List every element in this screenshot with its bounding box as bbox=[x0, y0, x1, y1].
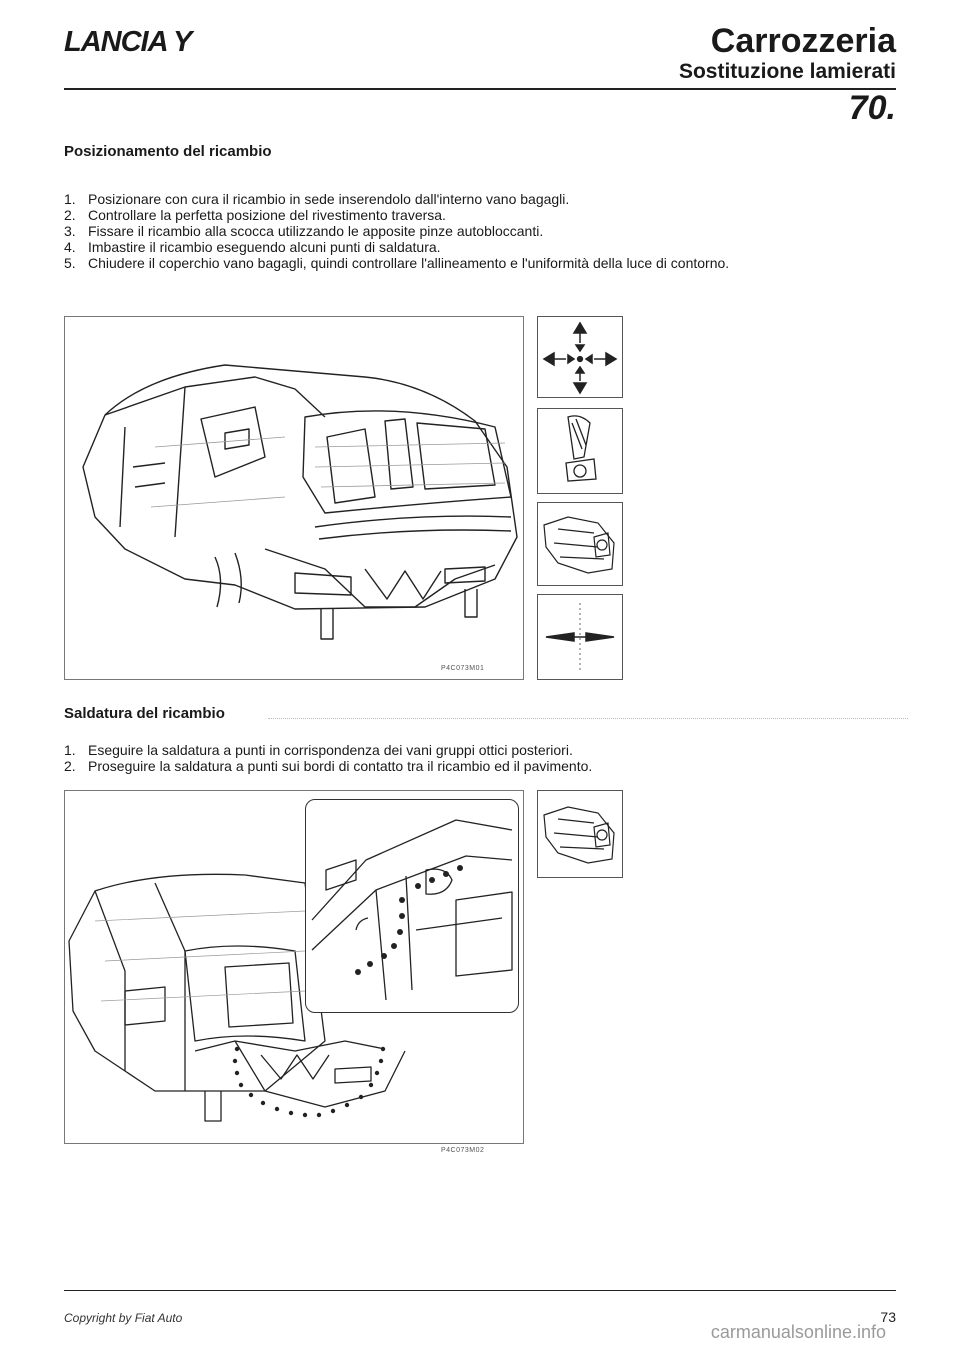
copyright-text: Copyright by Fiat Auto bbox=[64, 1311, 183, 1325]
section-subtitle: Sostituzione lamierati bbox=[678, 60, 896, 83]
car-body-figure-2 bbox=[64, 790, 524, 1154]
section-number: 70. bbox=[848, 89, 896, 127]
brand-title: LANCIA Y bbox=[64, 26, 192, 58]
steps-list-welding bbox=[64, 742, 900, 774]
welding-torch-icon bbox=[537, 502, 623, 586]
list-item: 1. Posizionare con cura il ricambio in sede inserendolo dall'interno vano bagagli. bbox=[64, 191, 570, 207]
weld-detail-inset bbox=[305, 799, 519, 1013]
clamp-pliers-icon bbox=[537, 408, 623, 494]
watermark-text: carmanualsonline.info bbox=[710, 1322, 886, 1342]
list-item: 1. Eseguire la saldatura a punti in corrispondenza dei vani gruppi ottici posteriori. bbox=[64, 742, 573, 758]
figure-code: P4C073M02 bbox=[441, 1147, 485, 1154]
alignment-arrows-icon bbox=[537, 316, 623, 398]
list-item: 2. Controllare la perfetta posizione del rivestimento traversa. bbox=[64, 207, 446, 223]
figure-code: P4C073M01 bbox=[441, 665, 485, 672]
footer-rule bbox=[64, 1290, 896, 1291]
car-rear-illustration bbox=[65, 317, 523, 679]
car-body-figure-1 bbox=[64, 316, 524, 680]
list-item: 4. Imbastire il ricambio eseguendo alcuni punti di saldatura. bbox=[64, 239, 441, 255]
section-title: Carrozzeria bbox=[710, 22, 896, 60]
dotted-rule bbox=[268, 718, 908, 719]
list-item: 5. Chiudere il coperchio vano bagagli, quindi controllare l'allineamento e l'uniformità della luce di contorno. bbox=[64, 255, 730, 271]
welding-torch-icon bbox=[537, 790, 623, 878]
header-rule bbox=[64, 88, 896, 90]
section-heading-positioning: Posizionamento del ricambio bbox=[64, 143, 272, 160]
section-heading-welding: Saldatura del ricambio bbox=[64, 705, 225, 722]
list-item: 2. Proseguire la saldatura a punti sui bordi di contatto tra il ricambio ed il pavimento. bbox=[64, 758, 593, 774]
list-item: 3. Fissare il ricambio alla scocca utilizzando le apposite pinze autobloccanti. bbox=[64, 223, 544, 239]
spot-weld-symbol-icon bbox=[537, 594, 623, 680]
steps-list-positioning bbox=[64, 191, 900, 271]
page-number: 73 bbox=[880, 1309, 896, 1325]
